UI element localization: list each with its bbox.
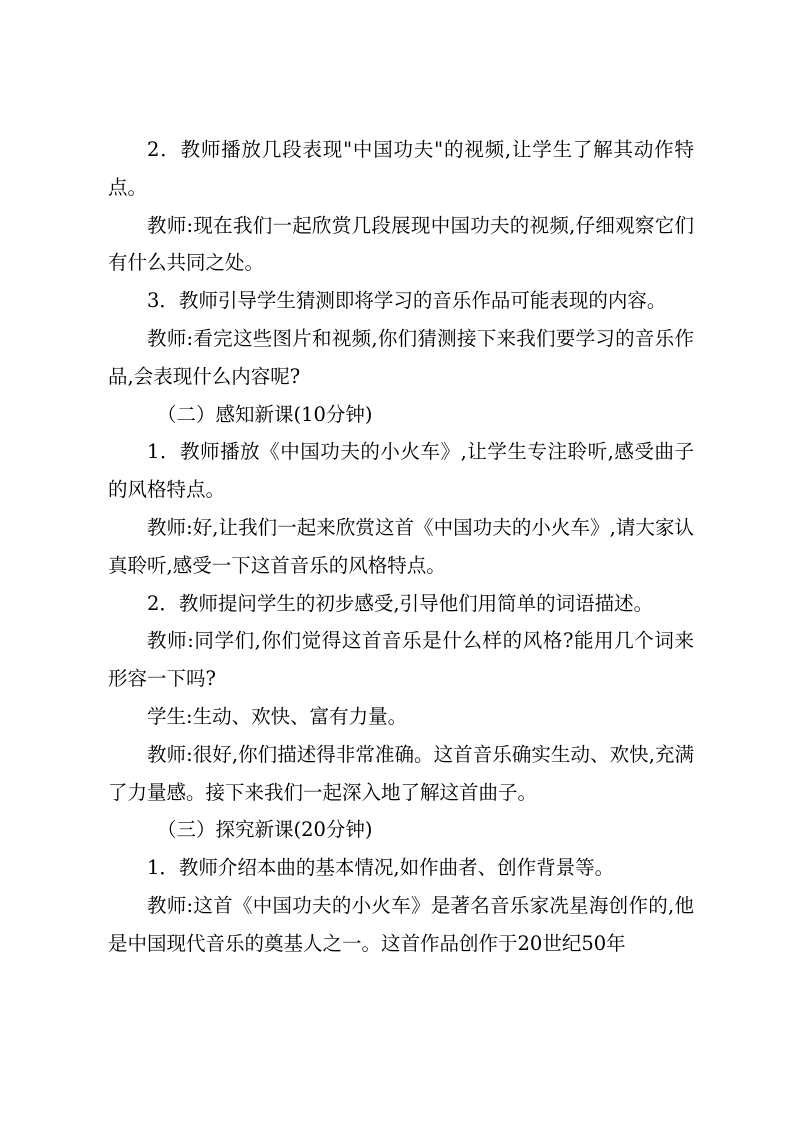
paragraph-teacher-praise: 教师:很好,你们描述得非常准确。这首音乐确实生动、欢快,充满了力量感。接下来我们一起深入地了解这首曲子。 bbox=[108, 742, 694, 804]
paragraph-step-3-guess: 3．教师引导学生猜测即将学习的音乐作品可能表现的内容。 bbox=[147, 289, 667, 313]
paragraph-teacher-video: 教师:现在我们一起欣赏几段展现中国功夫的视频,仔细观察它们有什么共同之处。 bbox=[108, 213, 694, 275]
section-heading-perceive: （二）感知新课(10分钟) bbox=[157, 402, 373, 426]
document-page bbox=[108, 131, 694, 963]
paragraph-teacher-guess: 教师:看完这些图片和视频,你们猜测接下来我们要学习的音乐作品,会表现什么内容呢? bbox=[108, 326, 694, 388]
paragraph-step-1-listen: 1．教师播放《中国功夫的小火车》,让学生专注聆听,感受曲子的风格特点。 bbox=[108, 440, 694, 502]
paragraph-step-2-video: 2．教师播放几段表现"中国功夫"的视频,让学生了解其动作特点。 bbox=[108, 138, 694, 199]
paragraph-teacher-ask: 教师:同学们,你们觉得这首音乐是什么样的风格?能用几个词来形容一下吗? bbox=[108, 629, 694, 691]
paragraph-teacher-listen: 教师:好,让我们一起来欣赏这首《中国功夫的小火车》,请大家认真聆听,感受一下这首音乐的风格特点。 bbox=[108, 515, 694, 577]
paragraph-teacher-intro: 教师:这首《中国功夫的小火车》是著名音乐家冼星海创作的,他是中国现代音乐的奠基人之一。这首作品创作于20世纪50年 bbox=[108, 893, 694, 955]
section-heading-explore: （三）探究新课(20分钟) bbox=[157, 818, 373, 842]
paragraph-student-answer: 学生:生动、欢快、富有力量。 bbox=[147, 704, 408, 728]
paragraph-step-1-intro: 1．教师介绍本曲的基本情况,如作曲者、创作背景等。 bbox=[147, 856, 615, 880]
paragraph-step-2-ask: 2．教师提问学生的初步感受,引导他们用简单的词语描述。 bbox=[147, 591, 654, 615]
